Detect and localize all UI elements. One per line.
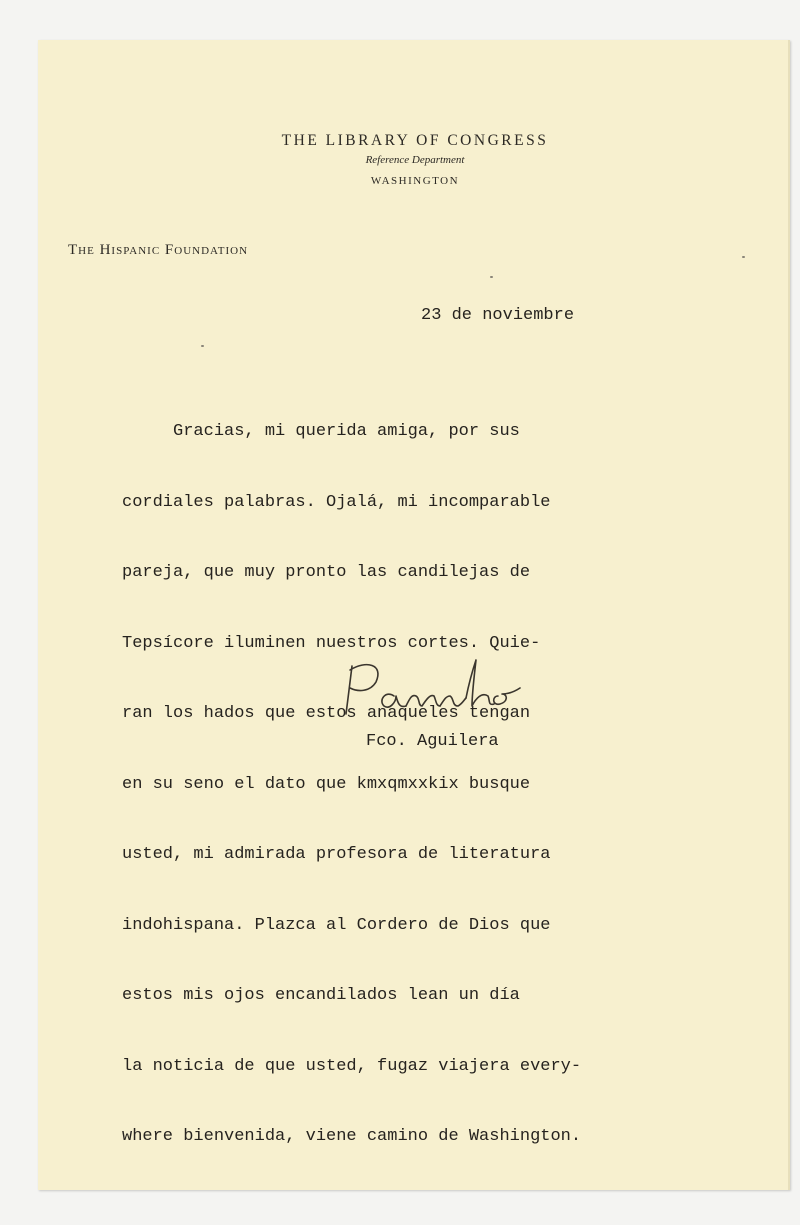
body-line: en su seno el dato que kmxqmxxkix busque [122, 774, 531, 794]
body-line: where bienvenida, viene camino de Washington. [122, 1127, 582, 1146]
paper-speck [490, 276, 493, 278]
letterhead-city: WASHINGTON [370, 175, 460, 187]
paper-speck [742, 256, 745, 258]
body-line: cordiales palabras. Ojalá, mi incomparable [122, 492, 551, 512]
typed-name: Fco. Aguilera [366, 732, 499, 751]
letterhead-institution: THE LIBRARY OF CONGRESS [281, 132, 549, 149]
letter-body [122, 373, 682, 1196]
paper-speck [201, 345, 204, 347]
handwritten-signature [338, 648, 538, 728]
body-line: Tepsícore iluminen nuestros cortes. Quie- [122, 633, 541, 653]
letter-page [38, 40, 790, 1190]
letterhead [38, 132, 792, 189]
body-line: estos mis ojos encandilados lean un día [122, 986, 520, 1005]
letterhead-department: Reference Department [365, 154, 465, 166]
body-line: Gracias, mi querida amiga, por sus [122, 422, 520, 441]
body-line: indohispana. Plazca al Cordero de Dios que [122, 915, 551, 935]
body-line: usted, mi admirada profesora de literatura [122, 845, 551, 864]
body-line: la noticia de que usted, fugaz viajera every- [122, 1056, 582, 1076]
foundation-heading: The Hispanic Foundation [68, 242, 249, 258]
body-line: ran los hados que estos anaqueles tengan [122, 704, 531, 723]
body-line: pareja, que muy pronto las candilejas de [122, 563, 531, 582]
letter-date: 23 de noviembre [421, 306, 575, 325]
